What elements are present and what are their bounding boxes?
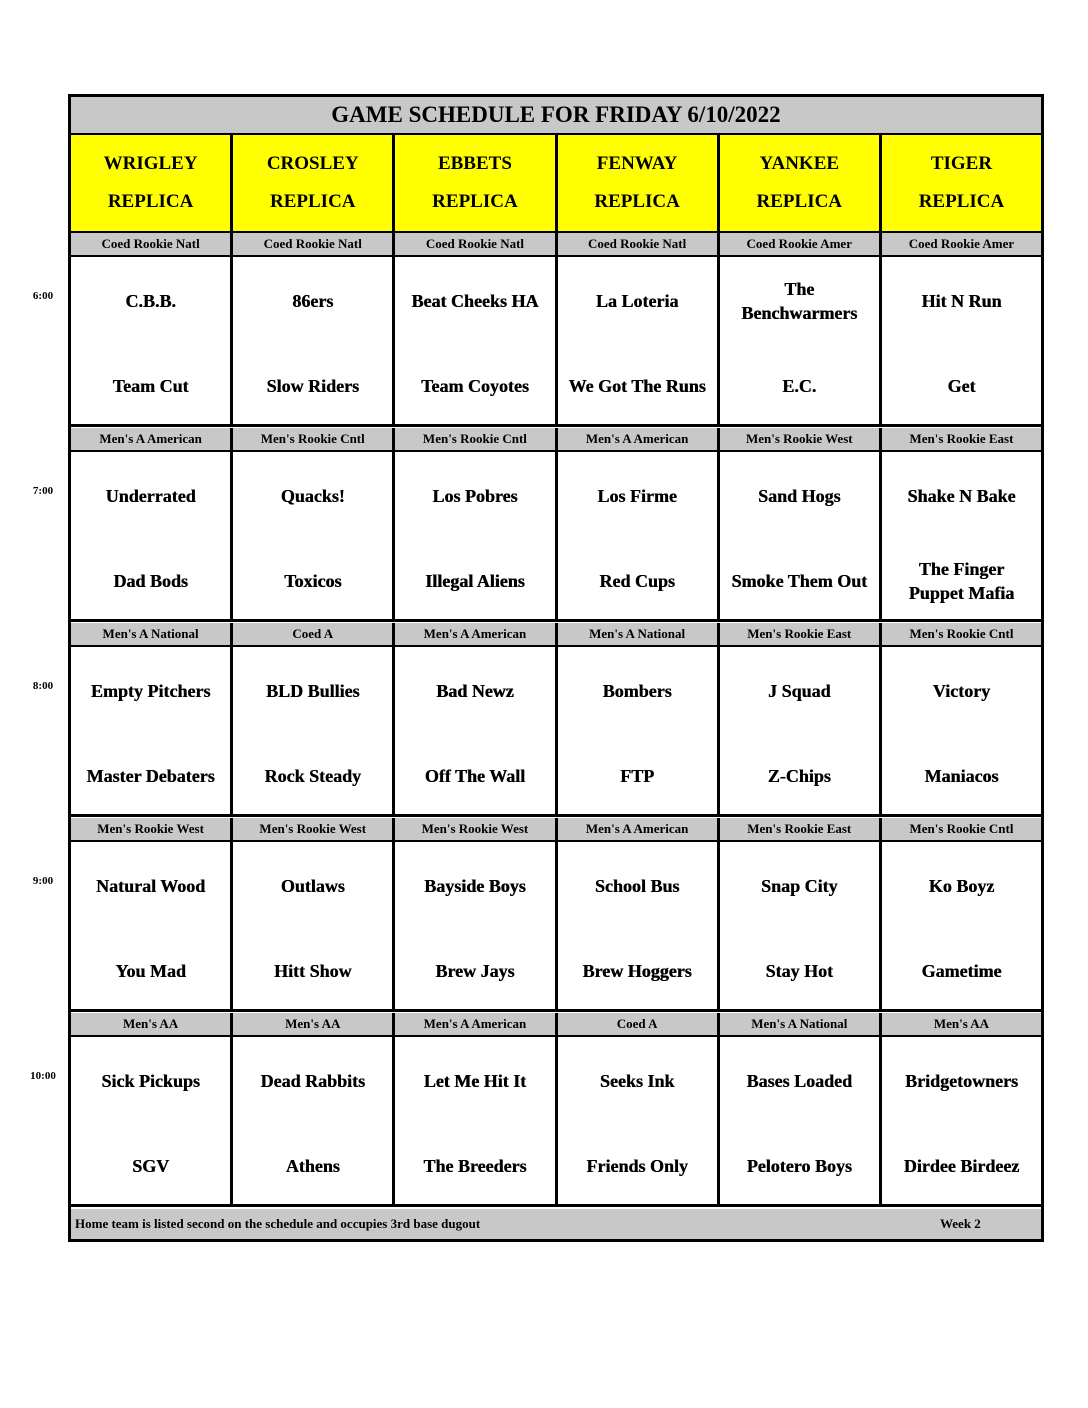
time-slot <box>71 1013 1041 1208</box>
home-team: FTP <box>620 766 655 786</box>
league-label: Men's Rookie East <box>720 818 882 840</box>
away-team: Outlaws <box>280 876 345 896</box>
home-team: Dirdee Birdeez <box>903 1156 1020 1176</box>
away-team: Sick Pickups <box>101 1071 200 1091</box>
time-slot <box>71 818 1041 1013</box>
away-team: La Loteria <box>595 291 679 311</box>
week-label: Week 2 <box>940 1216 981 1231</box>
game-row <box>71 452 1041 622</box>
away-team: Bridgetowners <box>904 1071 1018 1091</box>
league-label: Men's Rookie West <box>233 818 395 840</box>
league-row <box>71 818 1041 842</box>
game-cell <box>720 1037 882 1204</box>
game-cell <box>233 452 395 619</box>
away-team: Snap City <box>761 876 838 896</box>
home-team: Red Cups <box>599 571 675 591</box>
venue-name: EBBETS <box>437 153 512 174</box>
away-team: J Squad <box>768 681 831 701</box>
league-label: Men's A National <box>720 1013 882 1035</box>
league-row <box>71 623 1041 647</box>
league-label: Coed A <box>233 623 395 645</box>
game-cell <box>395 647 557 814</box>
home-team: Dad Bods <box>113 571 188 591</box>
league-label: Coed A <box>558 1013 720 1035</box>
home-team: Stay Hot <box>765 961 834 981</box>
venue-tiger <box>882 135 1041 231</box>
home-team: Friends Only <box>586 1156 688 1176</box>
venue-sub: REPLICA <box>270 191 356 212</box>
game-cell <box>882 647 1041 814</box>
game-cell <box>71 842 233 1009</box>
league-label: Men's Rookie East <box>882 428 1041 450</box>
time-slot <box>71 233 1041 428</box>
home-team: Rock Steady <box>264 766 362 786</box>
away-team: Los Pobres <box>432 486 518 506</box>
game-cell <box>720 842 882 1009</box>
home-team: E.C. <box>782 376 817 396</box>
away-team: Bases Loaded <box>746 1071 853 1091</box>
away-team: The Benchwarmers <box>741 279 858 323</box>
game-row <box>71 842 1041 1012</box>
home-team: Pelotero Boys <box>746 1156 852 1176</box>
game-row <box>71 257 1041 427</box>
league-label: Coed Rookie Natl <box>233 233 395 255</box>
venue-ebbets <box>395 135 557 231</box>
away-team: Quacks! <box>280 486 345 506</box>
game-cell <box>558 257 720 424</box>
home-team: Team Cut <box>112 376 189 396</box>
away-team: Empty Pitchers <box>90 681 211 701</box>
game-cell <box>71 1037 233 1204</box>
game-cell <box>882 842 1041 1009</box>
game-cell <box>233 647 395 814</box>
league-label: Men's A American <box>558 428 720 450</box>
home-team: Hitt Show <box>274 961 352 981</box>
venue-crosley <box>233 135 395 231</box>
home-team: Master Debaters <box>86 766 215 786</box>
league-label: Coed Rookie Amer <box>882 233 1041 255</box>
home-team: Gametime <box>921 961 1002 981</box>
home-team: Maniacos <box>924 766 999 786</box>
schedule-footer <box>71 1209 1041 1239</box>
game-cell <box>233 257 395 424</box>
league-label: Men's Rookie West <box>395 818 557 840</box>
league-label: Men's Rookie Cntl <box>233 428 395 450</box>
away-team: Shake N Bake <box>907 486 1016 506</box>
league-label: Men's Rookie West <box>71 818 233 840</box>
venue-sub: REPLICA <box>594 191 680 212</box>
away-team: Bayside Boys <box>424 876 526 896</box>
home-team: Get <box>947 376 976 396</box>
home-team: The Breeders <box>423 1156 527 1176</box>
game-cell <box>395 842 557 1009</box>
time-slot <box>71 428 1041 623</box>
game-cell <box>558 842 720 1009</box>
away-team: Dead Rabbits <box>260 1071 366 1091</box>
away-team: Sand Hogs <box>758 486 841 506</box>
home-team: Smoke Them Out <box>731 571 868 591</box>
venue-sub: REPLICA <box>918 191 1005 212</box>
time-label: 10:00 <box>30 1070 56 1082</box>
game-row <box>71 1037 1041 1207</box>
league-label: Men's A American <box>395 1013 557 1035</box>
league-label: Men's Rookie East <box>720 623 882 645</box>
schedule-table <box>68 94 1044 1242</box>
game-cell <box>233 842 395 1009</box>
away-team: Seeks Ink <box>599 1071 675 1091</box>
venue-name: CROSLEY <box>266 153 359 174</box>
away-team: Beat Cheeks HA <box>411 291 539 311</box>
away-team: Bad Newz <box>436 681 514 701</box>
game-cell <box>558 452 720 619</box>
venue-sub: REPLICA <box>432 191 518 212</box>
home-team-note: Home team is listed second on the schedule and occupies 3rd base dugout <box>75 1216 481 1231</box>
time-label: 9:00 <box>32 875 54 887</box>
away-team: BLD Bullies <box>265 681 360 701</box>
venue-sub: REPLICA <box>107 191 194 212</box>
away-team: C.B.B. <box>125 291 176 311</box>
away-team: Victory <box>932 681 991 701</box>
league-label: Men's A American <box>395 623 557 645</box>
game-cell <box>395 257 557 424</box>
time-label: 8:00 <box>32 680 54 692</box>
venue-name: WRIGLEY <box>103 153 198 174</box>
league-label: Men's Rookie Cntl <box>882 818 1041 840</box>
time-label: 6:00 <box>32 290 54 302</box>
home-team: Z-Chips <box>767 766 831 786</box>
league-label: Coed Rookie Amer <box>720 233 882 255</box>
venue-header-row <box>71 135 1041 233</box>
home-team: You Mad <box>115 961 186 981</box>
game-cell <box>882 257 1041 424</box>
venue-name: YANKEE <box>759 153 840 174</box>
game-cell <box>558 1037 720 1204</box>
game-cell <box>71 257 233 424</box>
league-row <box>71 1013 1041 1037</box>
away-team: Los Firme <box>597 486 677 506</box>
game-cell <box>720 452 882 619</box>
game-cell <box>882 452 1041 619</box>
home-team: Athens <box>285 1156 340 1176</box>
league-label: Men's AA <box>233 1013 395 1035</box>
home-team: We Got The Runs <box>568 376 706 396</box>
league-label: Men's AA <box>71 1013 233 1035</box>
league-label: Men's AA <box>882 1013 1041 1035</box>
away-team: Let Me Hit It <box>423 1071 527 1091</box>
venue-wrigley <box>71 135 233 231</box>
game-row <box>71 647 1041 817</box>
home-team: Off The Wall <box>424 766 526 786</box>
game-cell <box>882 1037 1041 1204</box>
away-team: Bombers <box>602 681 672 701</box>
venue-name: FENWAY <box>596 153 678 174</box>
game-cell <box>395 1037 557 1204</box>
league-row <box>71 428 1041 452</box>
league-label: Coed Rookie Natl <box>558 233 720 255</box>
away-team: Hit N Run <box>921 291 1002 311</box>
venue-fenway <box>558 135 720 231</box>
away-team: 86ers <box>292 291 334 311</box>
time-label: 7:00 <box>32 485 54 497</box>
home-team: Illegal Aliens <box>425 571 525 591</box>
game-cell <box>720 257 882 424</box>
game-cell <box>395 452 557 619</box>
away-team: School Bus <box>594 876 680 896</box>
away-team: Ko Boyz <box>928 876 995 896</box>
venue-yankee <box>720 135 882 231</box>
league-label: Men's A American <box>558 818 720 840</box>
game-cell <box>720 647 882 814</box>
home-team: Team Coyotes <box>421 376 529 396</box>
league-row <box>71 233 1041 257</box>
league-label: Men's Rookie West <box>720 428 882 450</box>
game-cell <box>233 1037 395 1204</box>
league-label: Men's A American <box>71 428 233 450</box>
away-team: Natural Wood <box>95 876 206 896</box>
home-team: Brew Hoggers <box>582 961 692 981</box>
league-label: Men's Rookie Cntl <box>395 428 557 450</box>
home-team: Brew Jays <box>435 961 515 981</box>
home-team: SGV <box>132 1156 170 1176</box>
time-slot <box>71 623 1041 818</box>
venue-name: TIGER <box>930 153 993 174</box>
game-cell <box>71 647 233 814</box>
schedule-title: GAME SCHEDULE FOR FRIDAY 6/10/2022 <box>71 97 1041 135</box>
game-cell <box>558 647 720 814</box>
home-team: Toxicos <box>284 571 342 591</box>
league-label: Coed Rookie Natl <box>71 233 233 255</box>
league-label: Men's A National <box>558 623 720 645</box>
game-cell <box>71 452 233 619</box>
league-label: Coed Rookie Natl <box>395 233 557 255</box>
league-label: Men's A National <box>71 623 233 645</box>
home-team: Slow Riders <box>266 376 360 396</box>
home-team: The Finger Puppet Mafia <box>908 559 1015 603</box>
venue-sub: REPLICA <box>756 191 843 212</box>
away-team: Underrated <box>105 486 196 506</box>
league-label: Men's Rookie Cntl <box>882 623 1041 645</box>
